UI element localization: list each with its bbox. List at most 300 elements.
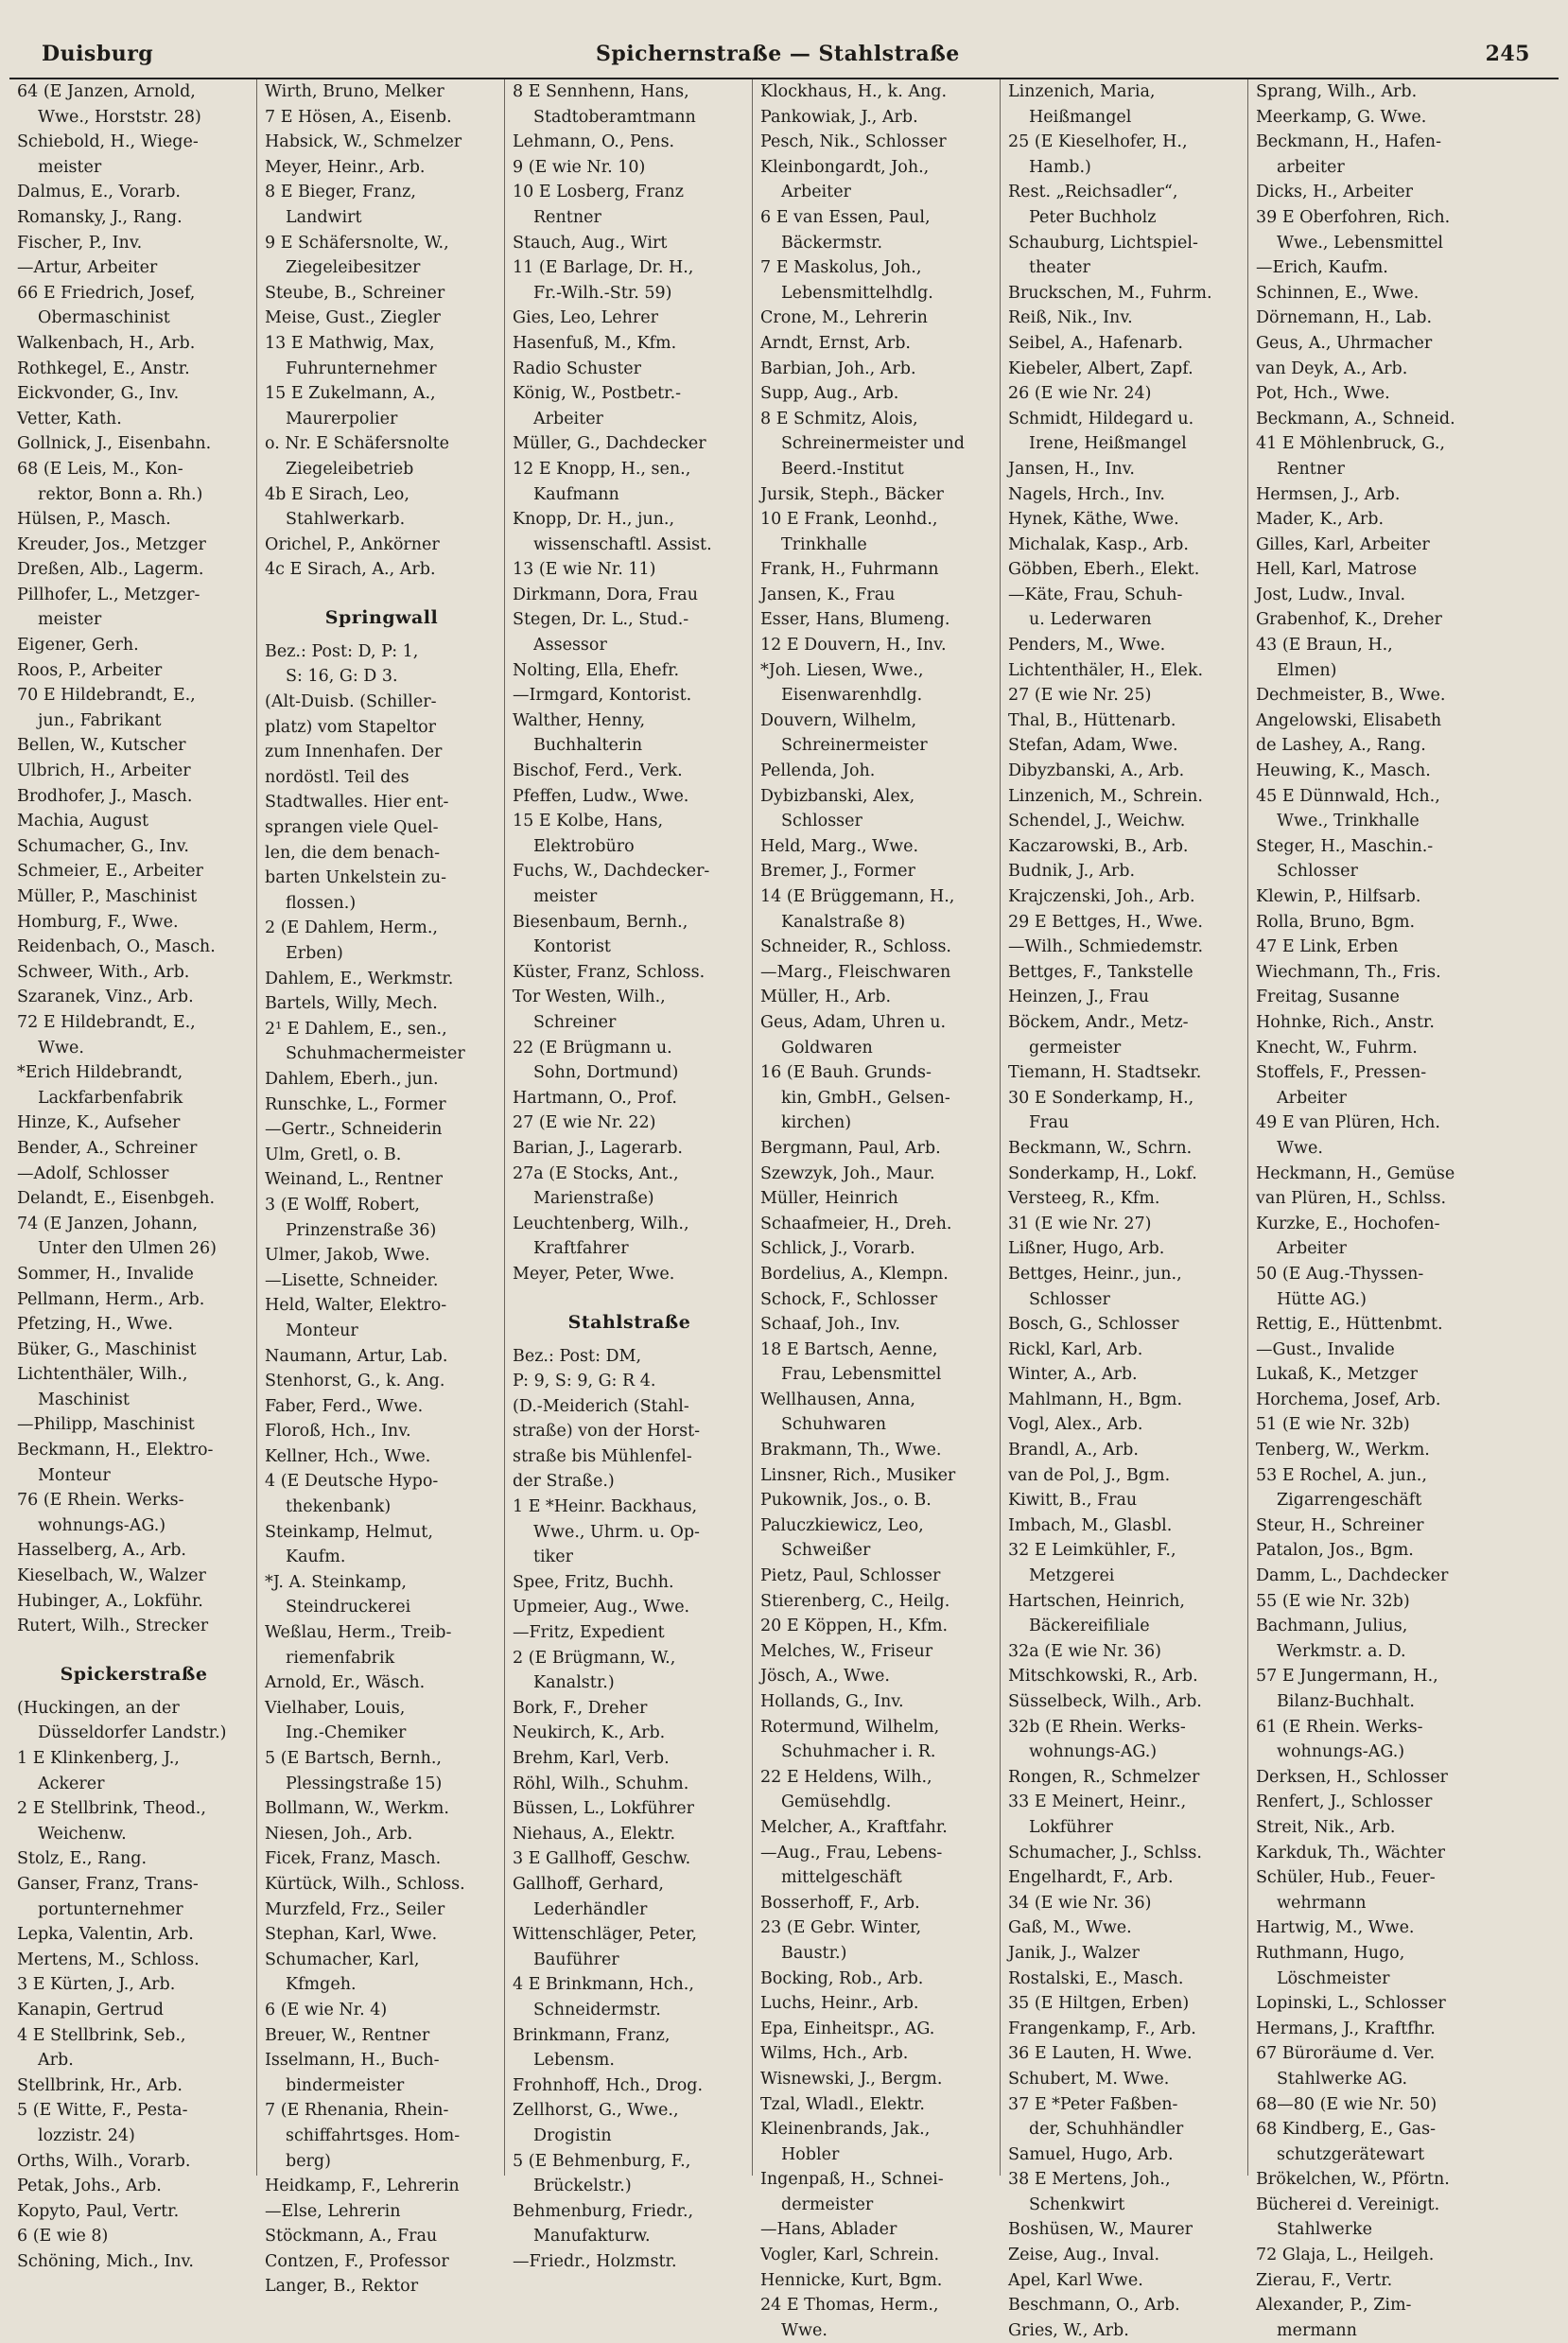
directory-entry: Kellner, Hch., Wwe. — [265, 1446, 431, 1466]
directory-entry: 72 E Hildebrandt, E., — [17, 1012, 196, 1032]
directory-entry: —Gertr., Schneiderin — [265, 1120, 443, 1140]
entry-continuation: Schuhmachermeister — [286, 1044, 465, 1064]
entry-continuation: Maschinist — [38, 1390, 130, 1409]
directory-entry: len, die dem benach- — [265, 843, 441, 863]
entry-continuation: Drogistin — [533, 2125, 612, 2145]
directory-entry: Klewin, P., Hilfsarb. — [1256, 887, 1421, 906]
directory-entry: Orichel, P., Ankörner — [265, 534, 440, 554]
directory-entry: 66 E Friedrich, Josef, — [17, 283, 196, 303]
directory-entry: Szewzyk, Joh., Maur. — [760, 1163, 935, 1183]
entry-continuation: Frau — [1029, 1113, 1070, 1133]
directory-entry: Schaafmeier, H., Dreh. — [760, 1214, 952, 1233]
directory-entry: Lepka, Valentin, Arb. — [17, 1925, 194, 1945]
directory-entry: 8 E Schmitz, Alois, — [760, 409, 918, 428]
directory-entry: —Fritz, Expedient — [513, 1623, 665, 1643]
entry-continuation: Werkmstr. a. D. — [1277, 1641, 1406, 1661]
directory-entry: Rotermund, Wilhelm, — [760, 1717, 940, 1737]
directory-entry: Rutert, Wilh., Strecker — [17, 1617, 209, 1636]
directory-entry: 12 E Knopp, H., sen., — [513, 459, 691, 479]
directory-entry: Schlick, J., Vorarb. — [760, 1239, 915, 1259]
directory-entry: Bez.: Post: D, P: 1, — [265, 641, 419, 661]
directory-entry: 16 (E Bauh. Grunds- — [760, 1063, 932, 1083]
directory-entry: 18 E Bartsch, Aenne, — [760, 1339, 938, 1359]
entry-continuation: bindermeister — [286, 2075, 405, 2095]
directory-entry: Pot, Hch., Wwe. — [1256, 384, 1390, 404]
directory-entry: Beschmann, O., Arb. — [1008, 2296, 1180, 2316]
directory-entry: Beckmann, H., Elektro- — [17, 1441, 214, 1460]
entry-continuation: Prinzenstraße 36) — [286, 1220, 437, 1240]
entry-continuation: meister — [38, 610, 102, 630]
directory-entry: Lißner, Hugo, Arb. — [1008, 1239, 1165, 1259]
entry-continuation: wehrmann — [1277, 1893, 1367, 1913]
directory-entry: van de Pol, J., Bgm. — [1008, 1465, 1171, 1485]
directory-entry: Knopp, Dr. H., jun., — [513, 510, 675, 530]
entry-continuation: Buchhalterin — [533, 736, 643, 756]
directory-entry: Hermsen, J., Arb. — [1256, 484, 1401, 504]
directory-entry: 4c E Sirach, A., Arb. — [265, 560, 436, 580]
directory-entry: —Hans, Ablader — [760, 2220, 897, 2240]
entry-continuation: mittelgeschäft — [781, 1868, 902, 1888]
directory-entry: Tzal, Wladl., Elektr. — [760, 2094, 925, 2114]
entry-continuation: Kontorist — [533, 937, 611, 957]
directory-entry: Jansen, H., Inv. — [1008, 459, 1135, 479]
entry-continuation: Ziegeleibetrieb — [286, 459, 414, 479]
header-city: Duisburg — [42, 42, 154, 66]
directory-entry: Kiwitt, B., Frau — [1008, 1491, 1138, 1511]
directory-entry: Küster, Franz, Schloss. — [513, 962, 706, 982]
directory-entry: Isselmann, H., Buch- — [265, 2051, 440, 2071]
directory-entry: Arnold, Er., Wäsch. — [265, 1673, 426, 1693]
directory-entry: Bollmann, W., Werkm. — [265, 1799, 449, 1819]
directory-entry: 37 E *Peter Faßben- — [1008, 2094, 1178, 2114]
directory-entry: Faber, Ferd., Wwe. — [265, 1396, 424, 1416]
entry-continuation: Rentner — [1277, 459, 1345, 479]
directory-entry: Kleinbongardt, Joh., — [760, 157, 930, 177]
directory-entry: Habsick, W., Schmelzer — [265, 132, 462, 152]
directory-entry: Steinkamp, Helmut, — [265, 1522, 433, 1542]
directory-entry: Schaaf, Joh., Inv. — [760, 1315, 900, 1335]
directory-entry: 41 E Möhlenbruck, G., — [1256, 434, 1445, 454]
directory-entry: Lukaß, K., Metzger — [1256, 1365, 1418, 1385]
entry-continuation: Kraftfahrer — [533, 1239, 629, 1259]
directory-entry: —Marg., Fleischwaren — [760, 962, 951, 982]
directory-entry: 4 E Brinkmann, Hch., — [513, 1975, 694, 1995]
column-3 — [505, 79, 753, 2271]
directory-entry: Hülsen, P., Masch. — [17, 510, 171, 530]
directory-entry: 27a (E Stocks, Ant., — [513, 1163, 679, 1183]
entry-continuation: schiffahrtsges. Hom- — [286, 2125, 461, 2145]
directory-entry: Vogler, Karl, Schrein. — [760, 2246, 940, 2265]
directory-entry: 22 E Heldens, Wilh., — [760, 1767, 932, 1787]
directory-entry: Kaczarowski, B., Arb. — [1008, 836, 1189, 856]
directory-entry: Pukownik, Jos., o. B. — [760, 1491, 932, 1511]
directory-entry: Pellenda, Joh. — [760, 761, 876, 781]
directory-entry: 12 E Douvern, H., Inv. — [760, 636, 947, 656]
directory-entry: 13 (E wie Nr. 11) — [513, 560, 656, 580]
directory-entry: 43 (E Braun, H., — [1256, 636, 1393, 656]
directory-entry: Frohnhoff, Hch., Drog. — [513, 2075, 704, 2095]
directory-entry: Rothkegel, E., Anstr. — [17, 358, 190, 378]
directory-entry: 7 E Hösen, A., Eisenb. — [265, 107, 452, 127]
entry-continuation: Arbeiter — [533, 409, 603, 428]
entry-continuation: Schuhwaren — [781, 1415, 887, 1435]
directory-entry: Schneider, R., Schloss. — [760, 937, 951, 957]
entry-continuation: wissenschaftl. Assist. — [533, 534, 712, 554]
entry-continuation: Weichenw. — [38, 1824, 127, 1844]
column-2 — [257, 79, 505, 2297]
directory-entry: Streit, Nik., Arb. — [1256, 1817, 1396, 1837]
directory-entry: Stolz, E., Rang. — [17, 1849, 148, 1869]
entry-continuation: Zigarrengeschäft — [1277, 1491, 1422, 1511]
entry-continuation: Trinkhalle — [781, 534, 867, 554]
directory-entry: 32b (E Rhein. Werks- — [1008, 1717, 1186, 1737]
directory-entry: Lichtenthäler, Wilh., — [17, 1365, 188, 1385]
directory-entry: —Wilh., Schmiedemstr. — [1008, 937, 1204, 957]
entry-continuation: Schreiner — [533, 1012, 617, 1032]
directory-entry: Patalon, Jos., Bgm. — [1256, 1541, 1414, 1561]
entry-continuation: Eisenwarenhdlg. — [781, 686, 923, 706]
entry-continuation: wohnungs-AG.) — [1277, 1742, 1405, 1762]
directory-entry: Freitag, Susanne — [1256, 988, 1400, 1007]
directory-entry: Nolting, Ella, Ehefr. — [513, 660, 680, 680]
entry-continuation: kirchen) — [781, 1113, 852, 1133]
directory-entry: Dirkmann, Dora, Frau — [513, 585, 698, 604]
directory-entry: Stephan, Karl, Wwe. — [265, 1925, 438, 1945]
directory-entry: Kiebeler, Albert, Zapf. — [1008, 358, 1193, 378]
entry-continuation: meister — [533, 887, 598, 906]
directory-entry: Gollnick, J., Eisenbahn. — [17, 434, 212, 454]
directory-entry: 50 (E Aug.-Thyssen- — [1256, 1264, 1424, 1284]
entry-continuation: Maurerpolier — [286, 409, 398, 428]
directory-entry: Stegen, Dr. L., Stud.- — [513, 610, 689, 630]
directory-entry: 1 E Klinkenberg, J., — [17, 1749, 180, 1768]
directory-entry: Hinze, K., Aufseher — [17, 1113, 181, 1133]
directory-entry: Paluczkiewicz, Leo, — [760, 1515, 924, 1535]
directory-entry: Kieselbach, W., Walzer — [17, 1566, 206, 1586]
directory-entry: Walkenbach, H., Arb. — [17, 333, 196, 353]
entry-continuation: mermann — [1277, 2320, 1357, 2340]
entry-continuation: schutzgerätewart — [1277, 2144, 1425, 2164]
directory-entry: 6 E van Essen, Paul, — [760, 207, 931, 227]
directory-entry: Müller, Heinrich — [760, 1189, 898, 1209]
directory-entry: 6 (E wie 8) — [17, 2227, 109, 2247]
directory-entry: Gilles, Karl, Arbeiter — [1256, 534, 1430, 554]
directory-entry: Göbben, Eberh., Elekt. — [1008, 560, 1200, 580]
directory-entry: Seibel, A., Hafenarb. — [1008, 333, 1183, 353]
directory-entry: Derksen, H., Schlosser — [1256, 1767, 1448, 1787]
entry-continuation: theater — [1029, 258, 1090, 278]
directory-entry: Epa, Einheitspr., AG. — [760, 2019, 935, 2038]
column-5 — [1001, 79, 1248, 2340]
directory-entry: Beckmann, W., Schrn. — [1008, 1138, 1193, 1158]
entry-continuation: der, Schuhhändler — [1029, 2120, 1184, 2140]
directory-entry: Imbach, M., Glasbl. — [1008, 1515, 1173, 1535]
directory-entry: Behmenburg, Friedr., — [513, 2201, 694, 2221]
directory-entry: 29 E Bettges, H., Wwe. — [1008, 912, 1203, 932]
directory-entry: Frank, H., Fuhrmann — [760, 560, 939, 580]
directory-entry: Melches, W., Friseur — [760, 1641, 933, 1661]
directory-entry: Röhl, Wilh., Schuhm. — [513, 1774, 689, 1793]
directory-entry: Meyer, Heinr., Arb. — [265, 157, 426, 177]
directory-entry: Wirth, Bruno, Melker — [265, 82, 444, 101]
directory-entry: 74 (E Janzen, Johann, — [17, 1214, 199, 1233]
directory-entry: Bettges, Heinr., jun., — [1008, 1264, 1182, 1284]
directory-entry: Kürtück, Wilh., Schloss. — [265, 1874, 465, 1894]
entry-continuation: Rentner — [533, 207, 601, 227]
entry-continuation: Schlosser — [1277, 862, 1358, 882]
directory-entry: 27 (E wie Nr. 25) — [1008, 686, 1152, 706]
entry-continuation: thekenbank) — [286, 1497, 392, 1517]
directory-entry: Linzenich, Maria, — [1008, 82, 1156, 101]
directory-entry: Vielhaber, Louis, — [265, 1698, 406, 1718]
directory-entry: Petak, Johs., Arb. — [17, 2177, 162, 2196]
directory-entry: 47 E Link, Erben — [1256, 937, 1399, 957]
directory-entry: Upmeier, Aug., Wwe. — [513, 1598, 690, 1617]
directory-entry: Bremer, J., Former — [760, 862, 915, 882]
directory-entry: Lehmann, O., Pens. — [513, 132, 675, 152]
entry-continuation: Wwe., Trinkhalle — [1277, 812, 1420, 831]
directory-entry: Melcher, A., Kraftfahr. — [760, 1817, 948, 1837]
directory-entry: Kopyto, Paul, Vertr. — [17, 2201, 180, 2221]
directory-entry: Arndt, Ernst, Arb. — [760, 333, 911, 353]
directory-entry: Pillhofer, L., Metzger- — [17, 585, 200, 604]
directory-entry: Szaranek, Vinz., Arb. — [17, 988, 194, 1007]
entry-continuation: berg) — [286, 2151, 331, 2171]
directory-entry: 8 E Sennhenn, Hans, — [513, 82, 689, 101]
directory-entry: Crone, M., Lehrerin — [760, 308, 928, 328]
entry-continuation: Kaufm. — [286, 1547, 346, 1567]
entry-continuation: Ackerer — [38, 1774, 105, 1793]
entry-continuation: Hamb.) — [1029, 157, 1091, 177]
directory-entry: Hartmann, O., Prof. — [513, 1088, 677, 1108]
directory-entry: Winter, A., Arb. — [1008, 1365, 1138, 1385]
directory-entry: 2¹ E Dahlem, E., sen., — [265, 1019, 447, 1039]
directory-entry: Schumacher, J., Schlss. — [1008, 1843, 1202, 1862]
directory-entry: Thal, B., Hüttenarb. — [1008, 710, 1176, 730]
directory-entry: Bartels, Willy, Mech. — [265, 994, 438, 1014]
directory-entry: —Lisette, Schneider. — [265, 1270, 439, 1290]
entry-continuation: Schlosser — [1029, 1289, 1110, 1309]
directory-entry: Heckmann, H., Gemüse — [1256, 1163, 1455, 1183]
entry-continuation: Peter Buchholz — [1029, 207, 1157, 227]
directory-entry: Dicks, H., Arbeiter — [1256, 183, 1414, 202]
entry-continuation: Heißmangel — [1029, 107, 1132, 127]
column-4 — [753, 79, 1001, 2340]
directory-entry: Zierau, F., Vertr. — [1256, 2270, 1393, 2290]
entry-continuation: Schreinermeister — [781, 736, 928, 756]
directory-entry: barten Unkelstein zu- — [265, 868, 447, 888]
entry-continuation: Lackfarbenfabrik — [38, 1088, 183, 1108]
directory-entry: Supp, Aug., Arb. — [760, 384, 899, 404]
directory-entry: Brodhofer, J., Masch. — [17, 786, 193, 806]
entry-continuation: wohnungs-AG.) — [1029, 1742, 1158, 1762]
directory-entry: Vetter, Kath. — [17, 409, 122, 428]
directory-entry: Gries, W., Arb. — [1008, 2320, 1129, 2340]
entry-continuation: Plessingstraße 15) — [286, 1774, 443, 1793]
directory-entry: Jansen, K., Frau — [760, 585, 896, 604]
directory-entry: Steube, B., Schreiner — [265, 283, 445, 303]
directory-entry: Dibyzbanski, A., Arb. — [1008, 761, 1185, 781]
street-heading: Springwall — [324, 606, 439, 628]
entry-continuation: Unter den Ulmen 26) — [38, 1239, 217, 1259]
directory-entry: Schüler, Hub., Feuer- — [1256, 1868, 1436, 1888]
directory-entry: —Adolf, Schlosser — [17, 1163, 169, 1183]
directory-entry: *J. A. Steinkamp, — [265, 1572, 407, 1592]
directory-entry: Wilms, Hch., Arb. — [760, 2044, 909, 2064]
entry-continuation: kin, GmbH., Gelsen- — [781, 1088, 950, 1108]
directory-entry: 7 (E Rhenania, Rhein- — [265, 2101, 449, 2121]
entry-continuation: Schweißer — [781, 1541, 871, 1561]
directory-entry: Ruthmann, Hugo, — [1256, 1943, 1405, 1963]
entry-continuation: Marienstraße) — [533, 1189, 654, 1209]
directory-entry: Heinzen, J., Frau — [1008, 988, 1150, 1007]
directory-entry: Hasenfuß, M., Kfm. — [513, 333, 677, 353]
entry-continuation: germeister — [1029, 1038, 1122, 1058]
entry-continuation: Stadtoberamtmann — [533, 107, 696, 127]
directory-entry: Hartschen, Heinrich, — [1008, 1591, 1185, 1611]
directory-entry: Bosch, G., Schlosser — [1008, 1315, 1179, 1335]
directory-entry: Schauburg, Lichtspiel- — [1008, 233, 1198, 253]
directory-entry: Weinand, L., Rentner — [265, 1170, 443, 1190]
directory-entry: 3 E Kürten, J., Arb. — [17, 1975, 176, 1995]
directory-entry: 35 (E Hiltgen, Erben) — [1008, 1994, 1190, 2014]
directory-entry: Mitschkowski, R., Arb. — [1008, 1667, 1198, 1687]
directory-entry: de Lashey, A., Rang. — [1256, 736, 1426, 756]
directory-entry: Süsselbeck, Wilh., Arb. — [1008, 1692, 1202, 1711]
directory-entry: straße) von der Horst- — [513, 1422, 701, 1442]
directory-entry: Büker, G., Maschinist — [17, 1339, 197, 1359]
directory-entry: Schumacher, G., Inv. — [17, 836, 189, 856]
directory-entry: 7 E Maskolus, Joh., — [760, 258, 922, 278]
directory-entry: Jursik, Steph., Bäcker — [760, 484, 944, 504]
directory-entry: 4b E Sirach, Leo, — [265, 484, 409, 504]
directory-entry: Meerkamp, G. Wwe. — [1256, 107, 1427, 127]
directory-entry: Dahlem, Eberh., jun. — [265, 1069, 439, 1089]
directory-entry: sprangen viele Quel- — [265, 818, 439, 838]
directory-entry: Tor Westen, Wilh., — [513, 988, 666, 1007]
directory-entry: straße bis Mühlenfel- — [513, 1446, 692, 1466]
directory-entry: Schendel, J., Weichw. — [1008, 812, 1186, 831]
directory-entry: 25 (E Kieselhofer, H., — [1008, 132, 1188, 152]
directory-entry: Rongen, R., Schmelzer — [1008, 1767, 1200, 1787]
entry-continuation: Manufakturw. — [533, 2227, 651, 2247]
street-heading: Stahlstraße — [567, 1311, 691, 1333]
directory-entry: Niehaus, A., Elektr. — [513, 1824, 676, 1844]
entry-continuation: Irene, Heißmangel — [1029, 434, 1187, 454]
directory-entry: Barbian, Joh., Arb. — [760, 358, 916, 378]
directory-entry: Gies, Leo, Lehrer — [513, 308, 659, 328]
entry-continuation: Wwe. — [38, 1038, 84, 1058]
directory-entry: 5 (E Bartsch, Bernh., — [265, 1749, 442, 1768]
directory-entry: Mader, K., Arb. — [1256, 510, 1385, 530]
directory-entry: Kanapin, Gertrud — [17, 2000, 164, 2020]
directory-entry: Wiechmann, Th., Fris. — [1256, 962, 1441, 982]
directory-entry: Mertens, M., Schloss. — [17, 1950, 200, 1969]
directory-entry: Meyer, Peter, Wwe. — [513, 1264, 675, 1284]
entry-continuation: Schlosser — [781, 812, 862, 831]
directory-entry: Hennicke, Kurt, Bgm. — [760, 2270, 943, 2290]
directory-entry: Gaß, M., Wwe. — [1008, 1918, 1132, 1938]
directory-entry: Linsner, Rich., Musiker — [760, 1465, 956, 1485]
directory-entry: —Gust., Invalide — [1256, 1339, 1395, 1359]
directory-entry: Ingenpaß, H., Schnei- — [760, 2170, 944, 2190]
directory-entry: Kreuder, Jos., Metzger — [17, 534, 206, 554]
directory-entry: 34 (E wie Nr. 36) — [1008, 1893, 1152, 1913]
entry-continuation: wohnungs-AG.) — [38, 1515, 166, 1535]
entry-continuation: dermeister — [781, 2194, 874, 2214]
directory-entry: Naumann, Artur, Lab. — [265, 1346, 448, 1366]
directory-entry: 72 Glaja, L., Heilgeh. — [1256, 2246, 1435, 2265]
directory-entry: 32 E Leimkühler, F., — [1008, 1541, 1176, 1561]
directory-entry: P: 9, S: 9, G: R 4. — [513, 1372, 656, 1391]
directory-entry: Stauch, Aug., Wirt — [513, 233, 668, 253]
directory-entry: 31 (E wie Nr. 27) — [1008, 1214, 1152, 1233]
directory-entry: Schumacher, Karl, — [265, 1950, 420, 1969]
directory-entry: Heidkamp, F., Lehrerin — [265, 2177, 460, 2196]
entry-continuation: Wwe. — [781, 2320, 828, 2340]
directory-entry: Sprang, Wilh., Arb. — [1256, 82, 1418, 101]
directory-entry: Homburg, F., Wwe. — [17, 912, 179, 932]
directory-entry: Stierenberg, C., Heilg. — [760, 1591, 950, 1611]
directory-entry: Hartwig, M., Wwe. — [1256, 1918, 1415, 1938]
directory-entry: 10 E Frank, Leonhd., — [760, 510, 938, 530]
directory-entry: *Joh. Liesen, Wwe., — [760, 660, 924, 680]
entry-continuation: portunternehmer — [38, 1899, 183, 1919]
directory-entry: Dörnemann, H., Lab. — [1256, 308, 1433, 328]
directory-entry: Beckmann, H., Hafen- — [1256, 132, 1441, 152]
entry-continuation: Fr.-Wilh.-Str. 59) — [533, 283, 672, 303]
directory-entry: 49 E van Plüren, Hch. — [1256, 1113, 1440, 1133]
directory-entry: Leuchtenberg, Wilh., — [513, 1214, 689, 1233]
directory-entry: 5 (E Behmenburg, F., — [513, 2151, 691, 2171]
directory-entry: Bocking, Rob., Arb. — [760, 1968, 924, 1988]
directory-entry: 22 (E Brügmann u. — [513, 1038, 672, 1058]
entry-continuation: Bauführer — [533, 1950, 619, 1969]
directory-entry: Brandl, A., Arb. — [1008, 1441, 1139, 1460]
entry-continuation: Gemüsehdlg. — [781, 1792, 892, 1812]
directory-entry: —Aug., Frau, Lebens- — [760, 1843, 943, 1862]
directory-entry: Mahlmann, H., Bgm. — [1008, 1390, 1183, 1409]
directory-entry: Bez.: Post: DM, — [513, 1346, 642, 1366]
directory-entry: 5 (E Witte, F., Pesta- — [17, 2101, 188, 2121]
directory-entry: 51 (E wie Nr. 32b) — [1256, 1415, 1410, 1435]
entry-continuation: Bäckereifiliale — [1029, 1617, 1150, 1636]
directory-entry: van Deyk, A., Arb. — [1256, 358, 1408, 378]
directory-entry: Bücherei d. Vereinigt. — [1256, 2194, 1440, 2214]
entry-continuation: flossen.) — [286, 893, 357, 913]
directory-entry: Bosserhoff, F., Arb. — [760, 1893, 920, 1913]
directory-entry: Horchema, Josef, Arb. — [1256, 1390, 1441, 1409]
header-street-range: Spichernstraße — Stahlstraße — [596, 42, 960, 66]
directory-entry: Kurzke, E., Hochofen- — [1256, 1214, 1440, 1233]
directory-entry: Hasselberg, A., Arb. — [17, 1541, 186, 1561]
entry-continuation: Bilanz-Buchhalt. — [1277, 1692, 1415, 1711]
directory-entry: 53 E Rochel, A. jun., — [1256, 1465, 1427, 1485]
directory-entry: Bruckschen, M., Fuhrm. — [1008, 283, 1212, 303]
directory-entry: (Huckingen, an der — [17, 1698, 180, 1718]
entry-continuation: Obermaschinist — [38, 308, 170, 328]
directory-entry: Murzfeld, Frz., Seiler — [265, 1899, 445, 1919]
directory-entry: Böckem, Andr., Metz- — [1008, 1012, 1189, 1032]
directory-entry: Radio Schuster — [513, 358, 641, 378]
entry-continuation: Lebensm. — [533, 2051, 615, 2071]
directory-entry: (Alt-Duisb. (Schiller- — [265, 692, 437, 712]
directory-entry: Alexander, P., Zim- — [1256, 2296, 1412, 2316]
directory-entry: Grabenhof, K., Dreher — [1256, 610, 1442, 630]
directory-entry: Hollands, G., Inv. — [760, 1692, 904, 1711]
directory-entry: Bischof, Ferd., Verk. — [513, 761, 683, 781]
directory-entry: —Irmgard, Kontorist. — [513, 686, 692, 706]
